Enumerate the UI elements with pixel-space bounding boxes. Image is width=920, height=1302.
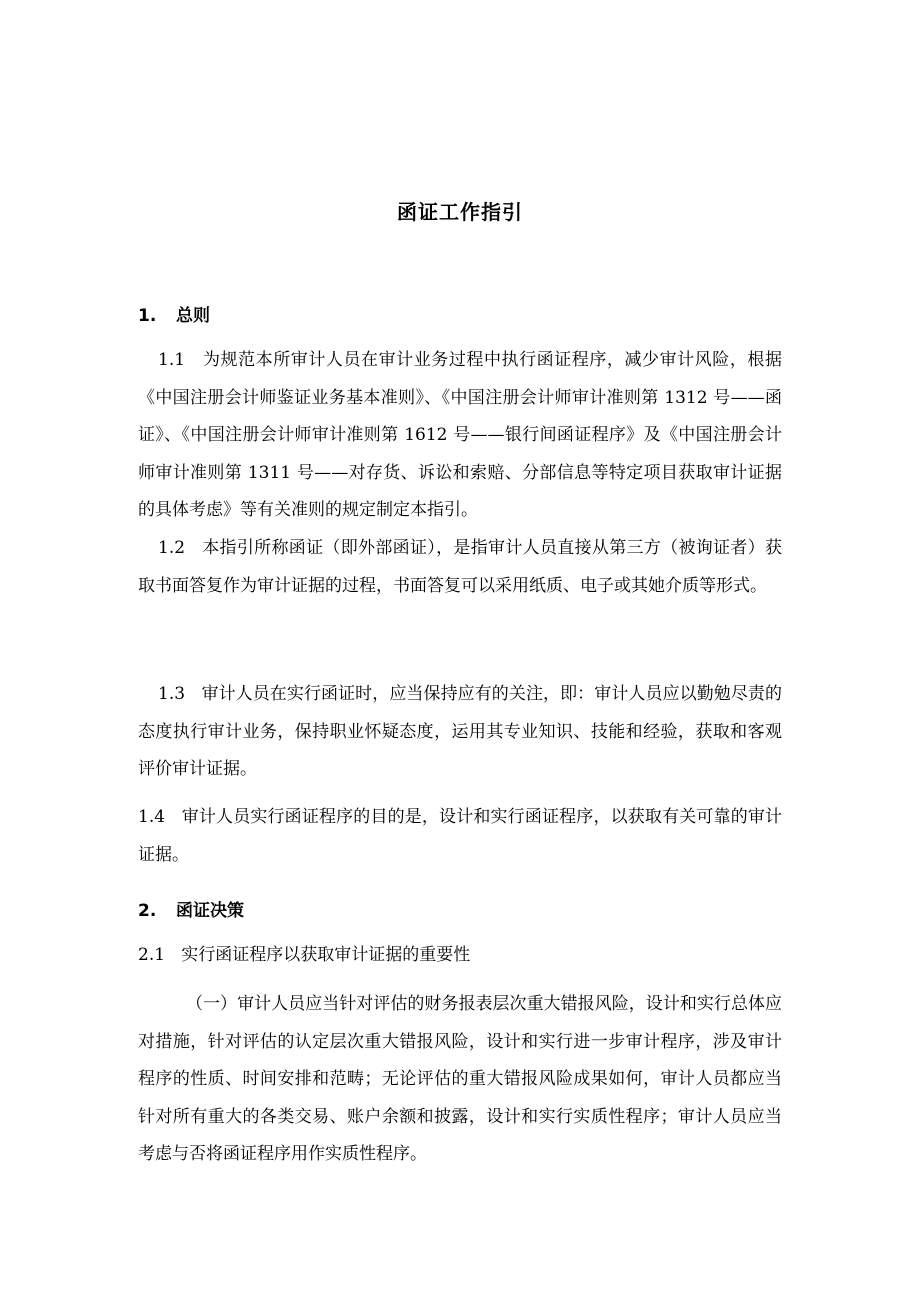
section-title: 函证决策 — [176, 901, 244, 921]
paragraph-text: 审计人员实行函证程序的目的是，设计和实行函证程序，以获取有关可靠的审计证据。 — [138, 807, 783, 865]
paragraph-2-1-a: （一）审计人员应当针对评估的财务报表层次重大错报风险，设计和实行总体应对措施，针对评估的认定层次重大错报风险，设计和实行进一步审计程序，涉及审计程序的性质、时间安排和范畴；无论评估的重大错报风险成果如何，审计人员都应当针对所有重大的各类交易、账户余额和披露，设计和实行实质性程序；审计人员应当考虑与否将函证程序用作实质性程序。 — [138, 994, 782, 1164]
paragraph-text: 本指引所称函证（即外部函证），是指审计人员直接从第三方（被询证者）获取书面答复作为审计证据的过程，书面答复可以采用纸质、电子或其她介质等形式。 — [138, 538, 782, 596]
paragraph-number: 1.3 — [158, 684, 186, 704]
paragraph-1-4 — [138, 799, 782, 874]
section-number: 2. — [138, 901, 157, 921]
section-number: 1. — [138, 306, 157, 326]
paragraph-text: 为规范本所审计人员在审计业务过程中执行函证程序，减少审计风险，根据《中国注册会计师鉴证业务基本准则》、《中国注册会计师审计准则第 1312 号——函证》、《中国注册会计师审计准则第 1612 号——银行间函证程序》及《中国注册会计师审计准则第 1311 号——对存货、诉讼和索赔、分部信息等特定项目获取审计证据的具体考虑》等有关准则的规定制定本指引。 — [138, 350, 782, 520]
paragraph-1-2 — [138, 530, 782, 605]
paragraph-1-3 — [138, 676, 782, 789]
paragraph-number: 1.1 — [158, 350, 186, 370]
page-title: 函证工作指引 — [397, 200, 523, 224]
section-heading-1 — [138, 301, 210, 326]
section-heading-2 — [138, 896, 244, 921]
paragraph-number: 1.4 — [138, 807, 166, 827]
section-title: 总则 — [176, 306, 210, 326]
paragraph-number: 1.2 — [158, 538, 186, 558]
paragraph-1-1 — [138, 342, 782, 530]
paragraph-number: 2.1 — [138, 945, 166, 965]
paragraph-text: 实行函证程序以获取审计证据的重要性 — [181, 945, 471, 965]
paragraph-2-1 — [138, 937, 782, 975]
paragraph-text: 审计人员在实行函证时，应当保持应有的关注，即：审计人员应以勤勉尽责的态度执行审计业务，保持职业怀疑态度，运用其专业知识、技能和经验，获取和客观评价审计证据。 — [138, 684, 783, 779]
